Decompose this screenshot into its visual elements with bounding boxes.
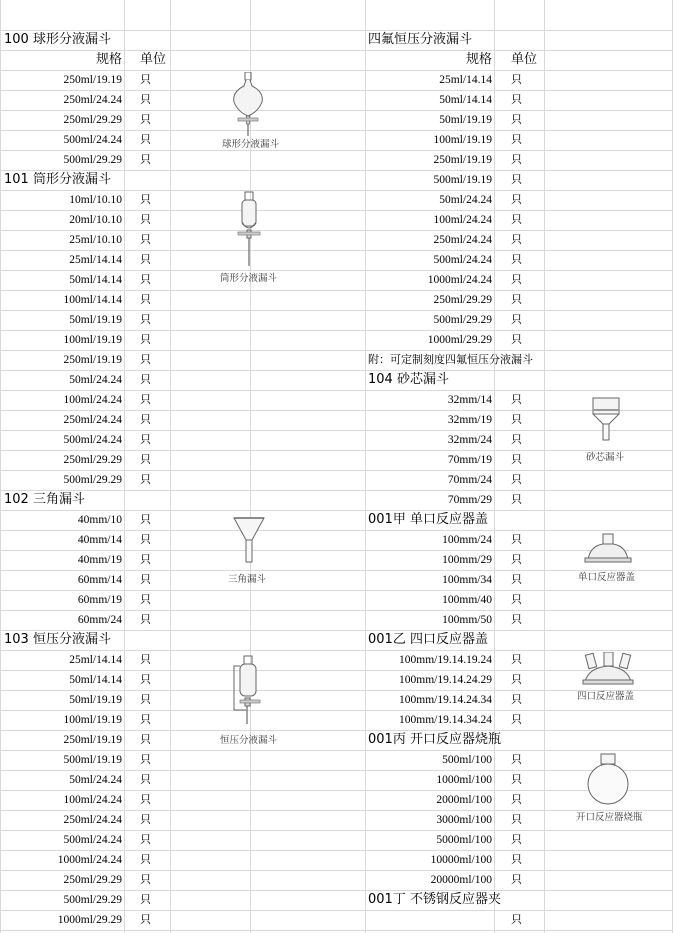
section-title: 001甲 单口反应器盖 [368,512,488,527]
spec-cell: 500ml/29.29 [433,314,492,326]
column-header-spec: 规格 [465,52,492,67]
spec-cell: 5000ml/100 [436,834,492,846]
unit-cell: 只 [140,133,151,146]
four-lid-figure [582,652,634,686]
spec-cell: 40mm/14 [77,534,122,546]
spec-cell: 500ml/24.24 [63,434,122,446]
unit-cell: 只 [140,793,151,806]
spec-cell: 100mm/29 [442,554,492,566]
spec-cell: 1000ml/24.24 [57,854,122,866]
unit-cell: 只 [511,253,522,266]
spec-cell: 1000ml/29.29 [57,914,122,926]
spec-cell: 250ml/19.19 [433,154,492,166]
pressure-funnel-figure [228,654,266,726]
unit-cell: 只 [140,593,151,606]
unit-cell: 只 [511,693,522,706]
unit-cell: 只 [511,473,522,486]
spec-cell: 500ml/19.19 [433,174,492,186]
section-title: 104 砂芯漏斗 [368,372,449,387]
unit-cell: 只 [140,853,151,866]
unit-cell: 只 [140,313,151,326]
spec-cell: 100mm/19.14.19.24 [399,654,492,666]
four-neck-lid-icon [582,652,634,686]
unit-cell: 只 [511,873,522,886]
tri-funnel-caption: 三角漏斗 [228,574,267,585]
unit-cell: 只 [140,693,151,706]
unit-cell: 只 [511,553,522,566]
single-lid-caption: 单口反应器盖 [578,572,636,583]
spec-cell: 25ml/14.14 [69,654,122,666]
open-flask-caption: 开口反应器烧瓶 [576,812,643,823]
unit-cell: 只 [511,153,522,166]
spec-cell: 32mm/14 [447,394,492,406]
unit-cell: 只 [511,433,522,446]
spec-cell: 40mm/10 [77,514,122,526]
ball-funnel-caption: 球形分液漏斗 [222,139,280,150]
spec-cell: 50ml/14.14 [69,274,122,286]
spec-cell: 100mm/19.14.24.29 [399,674,492,686]
spec-cell: 250ml/19.19 [63,74,122,86]
spec-cell: 20000ml/100 [430,874,492,886]
triangle-funnel-icon [232,514,266,566]
unit-cell: 只 [511,333,522,346]
spec-cell: 100mm/34 [442,574,492,586]
round-flask-icon [585,752,631,806]
unit-cell: 只 [140,373,151,386]
spec-cell: 60mm/19 [77,594,122,606]
unit-cell: 只 [140,353,151,366]
unit-cell: 只 [511,653,522,666]
spec-cell: 250ml/29.29 [63,114,122,126]
unit-cell: 只 [511,133,522,146]
spec-cell: 50ml/24.24 [439,194,492,206]
spec-cell: 25ml/10.10 [69,234,122,246]
unit-cell: 只 [140,513,151,526]
section-title: 100 球形分液漏斗 [4,32,111,47]
spec-cell: 100ml/14.14 [63,294,122,306]
spec-cell: 500ml/29.29 [63,894,122,906]
unit-cell: 只 [511,853,522,866]
spec-cell: 32mm/24 [447,434,492,446]
sand-funnel-figure [590,396,622,444]
unit-cell: 只 [140,253,151,266]
unit-cell: 只 [140,713,151,726]
spec-cell: 60mm/14 [77,574,122,586]
section-title: 103 恒压分液漏斗 [4,632,111,647]
spec-cell: 20ml/10.10 [69,214,122,226]
cylinder-funnel-icon [232,190,266,268]
spec-cell: 500ml/100 [442,754,492,766]
section-title: 四氟恒压分液漏斗 [368,32,473,47]
unit-cell: 只 [511,613,522,626]
spec-cell: 50ml/24.24 [69,374,122,386]
spec-cell: 50ml/24.24 [69,774,122,786]
spec-cell: 100mm/50 [442,614,492,626]
spec-cell [365,910,492,930]
unit-cell: 只 [511,313,522,326]
unit-cell: 只 [511,793,522,806]
open-flask-figure [585,752,631,806]
unit-cell: 只 [140,93,151,106]
spec-cell: 100ml/24.24 [63,794,122,806]
pressure-funnel-icon [228,654,266,726]
unit-cell: 只 [511,273,522,286]
spec-cell: 250ml/29.29 [63,454,122,466]
spec-cell: 500ml/24.24 [63,834,122,846]
spec-cell: 500ml/29.29 [63,154,122,166]
unit-cell: 只 [140,733,151,746]
spec-cell: 50ml/14.14 [69,674,122,686]
unit-cell: 只 [511,713,522,726]
tri-funnel-figure [232,514,266,566]
spec-cell: 10000ml/100 [430,854,492,866]
spec-cell: 70mm/29 [447,494,492,506]
unit-cell: 只 [511,493,522,506]
unit-cell: 只 [140,833,151,846]
spec-cell: 100ml/19.19 [63,714,122,726]
unit-cell: 只 [511,913,522,926]
sand-funnel-caption: 砂芯漏斗 [586,452,625,463]
unit-cell: 只 [140,573,151,586]
section-title: 101 筒形分液漏斗 [4,172,111,187]
section-note: 附：可定制刻度四氟恒压分液漏斗 [368,353,533,366]
spec-cell: 250ml/29.29 [63,874,122,886]
unit-cell: 只 [140,613,151,626]
spec-cell: 250ml/24.24 [63,94,122,106]
unit-cell: 只 [511,573,522,586]
spec-cell: 1000ml/24.24 [427,274,492,286]
spec-cell: 500ml/29.29 [63,474,122,486]
section-title: 102 三角漏斗 [4,492,85,507]
ball-funnel-figure [228,72,268,138]
spec-cell: 100mm/19.14.34.24 [399,714,492,726]
unit-cell: 只 [140,153,151,166]
spec-cell: 2000ml/100 [436,794,492,806]
spec-cell: 10ml/10.10 [69,194,122,206]
section-title: 001丁 不锈钢反应器夹 [368,892,501,907]
unit-cell: 只 [140,393,151,406]
unit-cell: 只 [511,813,522,826]
unit-cell: 只 [511,593,522,606]
spec-cell: 50ml/19.19 [69,314,122,326]
unit-cell: 只 [511,193,522,206]
column-header-unit: 单位 [511,52,538,67]
unit-cell: 只 [140,233,151,246]
unit-cell: 只 [140,533,151,546]
unit-cell: 只 [511,413,522,426]
unit-cell: 只 [511,173,522,186]
unit-cell: 只 [140,113,151,126]
four-lid-caption: 四口反应器盖 [577,691,635,702]
spec-cell: 60mm/24 [77,614,122,626]
column-header-unit: 单位 [140,52,167,67]
section-title: 001乙 四口反应器盖 [368,632,488,647]
spec-cell: 100mm/19.14.24.34 [399,694,492,706]
unit-cell: 只 [511,93,522,106]
spec-cell: 32mm/19 [447,414,492,426]
spec-cell: 250ml/19.19 [63,354,122,366]
spec-cell: 1000ml/100 [436,774,492,786]
unit-cell: 只 [511,113,522,126]
unit-cell: 只 [511,773,522,786]
column-header-spec: 规格 [95,52,122,67]
unit-cell: 只 [140,453,151,466]
sand-core-funnel-icon [590,396,622,444]
spec-cell: 1000ml/29.29 [427,334,492,346]
spec-cell: 250ml/24.24 [433,234,492,246]
unit-cell: 只 [140,433,151,446]
single-lid-figure [584,532,632,564]
spec-cell: 70mm/24 [447,474,492,486]
unit-cell: 只 [140,753,151,766]
unit-cell: 只 [140,913,151,926]
ball-funnel-icon [228,72,268,138]
unit-cell: 只 [140,213,151,226]
unit-cell: 只 [140,273,151,286]
unit-cell: 只 [140,773,151,786]
spec-cell: 100ml/24.24 [63,394,122,406]
unit-cell: 只 [140,73,151,86]
unit-cell: 只 [511,213,522,226]
spec-cell: 500ml/24.24 [63,134,122,146]
cyl-funnel-figure [232,190,266,268]
unit-cell: 只 [140,653,151,666]
section-title: 001丙 开口反应器烧瓶 [368,732,501,747]
unit-cell: 只 [140,673,151,686]
unit-cell: 只 [140,473,151,486]
unit-cell: 只 [511,833,522,846]
spec-cell: 100mm/24 [442,534,492,546]
spec-cell: 3000ml/100 [436,814,492,826]
pressure-funnel-caption: 恒压分液漏斗 [220,735,278,746]
spec-cell: 100ml/19.19 [433,134,492,146]
spec-cell: 250ml/19.19 [63,734,122,746]
spec-cell: 100mm/40 [442,594,492,606]
spec-cell: 70mm/19 [447,454,492,466]
spec-cell: 50ml/19.19 [69,694,122,706]
unit-cell: 只 [140,813,151,826]
spec-cell: 250ml/24.24 [63,414,122,426]
cyl-funnel-caption: 筒形分液漏斗 [220,273,278,284]
unit-cell: 只 [140,553,151,566]
spec-cell: 500ml/24.24 [433,254,492,266]
unit-cell: 只 [511,393,522,406]
unit-cell: 只 [511,453,522,466]
unit-cell: 只 [140,193,151,206]
single-neck-lid-icon [584,532,632,564]
spec-cell: 50ml/19.19 [439,114,492,126]
spec-cell: 25ml/14.14 [439,74,492,86]
unit-cell: 只 [511,753,522,766]
unit-cell: 只 [511,233,522,246]
spec-cell: 25ml/14.14 [69,254,122,266]
spec-cell: 250ml/29.29 [433,294,492,306]
unit-cell: 只 [140,893,151,906]
spec-cell: 100ml/24.24 [433,214,492,226]
spec-cell: 100ml/19.19 [63,334,122,346]
unit-cell: 只 [511,73,522,86]
unit-cell: 只 [140,413,151,426]
spec-cell: 250ml/24.24 [63,814,122,826]
unit-cell: 只 [140,333,151,346]
unit-cell: 只 [511,293,522,306]
spec-cell: 500ml/19.19 [63,754,122,766]
unit-cell: 只 [140,293,151,306]
unit-cell: 只 [511,533,522,546]
unit-cell: 只 [140,873,151,886]
unit-cell: 只 [511,673,522,686]
spec-cell: 40mm/19 [77,554,122,566]
spec-cell: 50ml/14.14 [439,94,492,106]
